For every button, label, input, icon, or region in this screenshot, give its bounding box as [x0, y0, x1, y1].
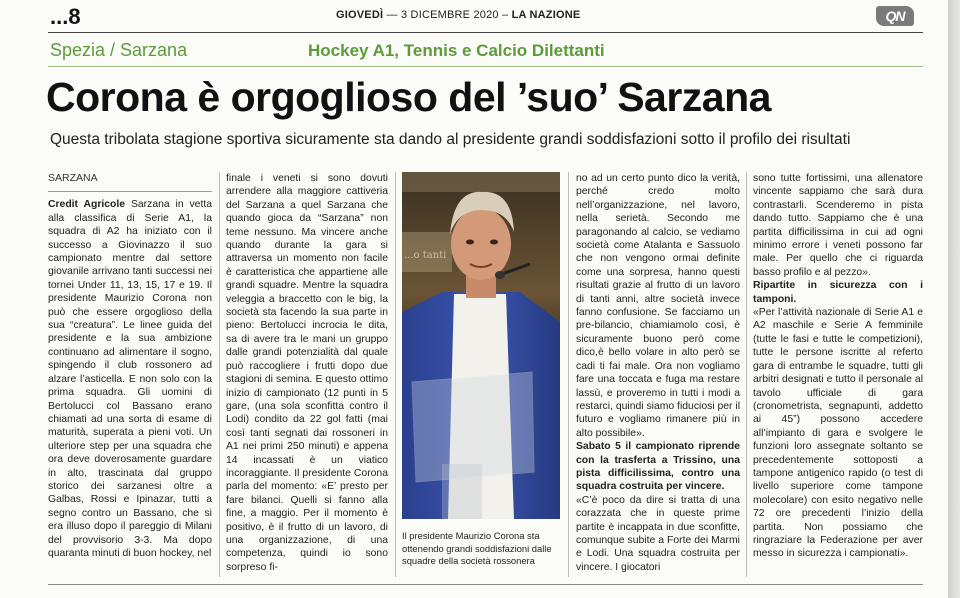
dateline-separator: — [386, 9, 398, 21]
column-divider [219, 172, 220, 577]
article-column-4 [753, 172, 923, 561]
column-4-body: sono tutte fortissimi, una allenatore vincente sappiamo che sarà dura contrastarli. Scenderemo in pista dando tutto. Sappiamo che è una partita difficilissima in cui ad ogni minimo errore i veneti possono far male. Per quello che ci riguarda basso profilo e al pezzo». [753, 173, 923, 278]
page-dateline [336, 9, 580, 21]
column-divider [746, 172, 747, 577]
column-3-subhead-text: Sabato 5 il campionato riprende con la trasferta a Trissino, una pista difficilissima, contro una squadra costruita per vincere. [576, 441, 740, 493]
dateline-weekday: GIOVEDÌ [336, 9, 384, 21]
article-column-3 [576, 172, 740, 574]
article-column-2 [226, 172, 388, 574]
column-3-body-2: «C’è poco da dire si tratta di una corazzata che in queste prime partite è incappata in due sconfitte, comunque subite a Forte dei Marmi e Lodi. Una squadra costruita per vincere. I giocatori [576, 494, 740, 573]
column-divider [395, 172, 396, 577]
column-4-subhead [753, 279, 923, 306]
column-2-body: finale i veneti si sono dovuti arrendere alla maggiore cattiveria del Sarzana a quel Sarzana che quando gioca da “Sarzana” non teme nessuno. Ma vincere anche quando durante la gara si attraversa un momento non facile è caratteristica che appartiene alle grandi squadre. Mentre la squadra veleggia a braccetto con le big, la società sta facendo la sua parte in pieno: Bertolucci incrocia le dita, sa di avere tra le mani un gruppo dalle grandi potenzialità dal quale può raccogliere i frutti dopo due stagioni di semina. E questo ottimo inizio di campionato (12 punti in 5 gare, (una sola sconfitta contro il Lodi) condito da 22 gol fatti (mai così tanti segnati dai rossoneri in A1 nei primi 250 minuti) e appena 14 incassati è un viatico incoraggiante. Il presidente Corona parla del momento: «E’ presto per fare bilanci. Quelli si fanno alla fine, a maggio. Per il momento è positivo, è il frutto di un lavoro, di una organizzazione, di una competenza, quindi io sono sorpreso fi- [226, 173, 388, 573]
bottom-rule [48, 584, 923, 585]
dateline-paper: LA NAZIONE [511, 9, 581, 21]
article-city: SARZANA [48, 172, 212, 192]
portrait-illustration [402, 172, 560, 519]
article-headline: Corona è orgoglioso del ’suo’ Sarzana [46, 74, 771, 120]
article-photo [402, 172, 560, 519]
page-number: ...8 [50, 4, 81, 29]
column-1-text [48, 198, 212, 560]
column-1-lead: Credit Agricole [48, 199, 126, 211]
page-edge [948, 0, 960, 598]
dateline-date: 3 DICEMBRE 2020 [400, 9, 499, 21]
column-3-subhead [576, 440, 740, 494]
column-4-body-2: «Per l’attività nazionale di Serie A1 e A2 maschile e Serie A femminile (tutte le fasi e tutte le competizioni), tutte le persone iscritte al referto gara di entrambe le squadre, tutti gli arbitri designati e tutto il personale al tavolo ufficiale di gara (cronometrista, segnapunti, addetto ai 45”) possono accedere all’impianto di gara e svolgere le funzioni loro assegnate soltanto se precedentemente sottoposti a tampone antigenico rapido (o test di livello superiore come tampone molecolare) con esito negativo nelle 72 ore precedenti l’inizio della partita. Non possiamo che ringraziare la Federazione per aver messo in sicurezza i campionati». [753, 307, 923, 560]
photo-background-text: ...o tanti [404, 250, 447, 261]
article-column-1 [48, 172, 212, 560]
photo-caption: Il presidente Maurizio Corona sta ottenendo grandi soddisfazioni dalle squadre della società rossonera [402, 530, 552, 566]
section-label: Spezia / Sarzana [50, 40, 188, 60]
dateline-dash: – [502, 9, 509, 21]
section-rule [48, 66, 923, 67]
column-3-body: no ad un certo punto dico la verità, perché credo molto nell’organizzazione, nel lavoro, nella serietà. Secondo me paragonando al calcio, se vediamo società come Atalanta e Sassuolo che non vengono ormai definite come una sorpresa, hanno questi risultati grazie al frutto di un lavoro di tanti anni, altre società invece fanno confusione. Se facciamo un pre-bilancio, chiamiamolo così, è sicuramente buono però come dico,è bello volare in alto però se cadi ti fai male. Ora non vogliamo fare una toccata e fuga ma restare lassù, e proveremo in tutti i modi a restarci, quindi siamo fiduciosi per il futuro e vogliamo rimanere più in alto possibile». [576, 173, 741, 439]
column-4-subhead-text: Ripartite in sicurezza con i tamponi. [753, 280, 923, 305]
qn-logo: QN [876, 6, 914, 26]
column-1-body: Sarzana in vetta alla classifica di Serie A1, la squadra di A2 ha iniziato con il successo a Giovinazzo il suo campionato mentre dal settore giovanile arrivano tanti successi nei tornei Under 11, 13, 15, 17 e 19. Il presidente Maurizio Corona non può che essere orgoglioso della sua “creatura”. Le linee guida del presidente e la sua ambizione continuano ad alimentare il sogno, spingendo il club rossonero ad alzare l’asticella. E non solo con la prima squadra. Gli uomini di Bertolucci col Bassano erano chiamati ad una sorta di esame di maturità, superata a pieni voti. Un ulteriore step per una squadra che ora deve doverosamente guardare in alto, trascinata dal gruppo storico dei sarzanesi oltre a Galbas, Rossi e Ipinazar, tutti a segno contro un Bassano, che si era illuso dopo il pareggio di Milani del provvisorio 3-3. Ma dopo quaranta minuti di buon hockey, nel [48, 199, 212, 559]
column-divider [568, 172, 569, 577]
section-kicker: Hockey A1, Tennis e Calcio Dilettanti [308, 41, 605, 60]
article-subhead: Questa tribolata stagione sportiva sicuramente sta dando al presidente grandi soddisfazioni sotto il profilo dei risultati [50, 131, 851, 148]
top-rule [48, 32, 923, 33]
